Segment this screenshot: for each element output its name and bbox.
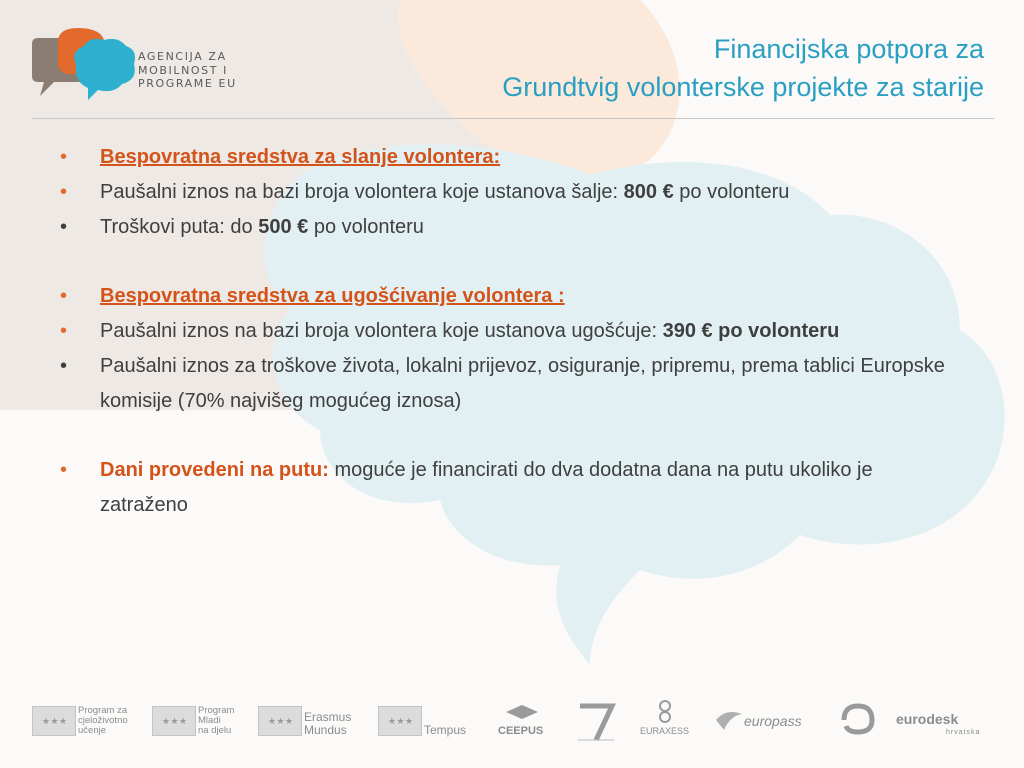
sending-lump-text: Paušalni iznos na bazi broja volontera koje ustanova šalje: (100, 181, 624, 203)
hosting-lump-text: Paušalni iznos na bazi broja volontera koje ustanova ugošćuje: (100, 320, 663, 342)
eu-flag-icon: ★ ★ ★ (258, 706, 302, 736)
list-item (60, 279, 960, 314)
euraxess-logo-text: EURAXESS (640, 726, 690, 736)
bullet-icon: • (60, 320, 68, 342)
spacer (60, 419, 960, 453)
logo-line: AGENCIJA ZA (138, 50, 227, 63)
spacer (60, 245, 960, 279)
list-item (60, 314, 960, 349)
agency-logo-icon (28, 24, 138, 104)
llp-logo-text: Program za cjeloživotno učenje (78, 705, 128, 736)
footer-logos (0, 692, 1024, 752)
bullet-icon: • (60, 216, 68, 238)
title-line-2: Grundtvig volonterske projekte za starije (502, 72, 984, 102)
list-item (60, 349, 960, 419)
eu-flag-icon: ★ ★ ★ (378, 706, 422, 736)
eurodesk-badge-icon (840, 702, 876, 736)
youth-logo-text: Program Mladi na djelu (198, 705, 235, 736)
list-item (60, 175, 960, 210)
eu-flag-icon: ★ ★ ★ (32, 706, 76, 736)
travel-suffix: po volonteru (308, 216, 424, 238)
eurodesk-subtitle: hrvatska (946, 729, 981, 736)
bullet-list (60, 140, 960, 523)
bullet-icon: • (60, 146, 68, 168)
logo-line: MOBILNOST I (138, 63, 228, 77)
list-item (60, 210, 960, 245)
hosting-lump-amount: 390 € po volonteru (662, 320, 840, 342)
bullet-icon: • (60, 459, 68, 481)
eurodesk-logo-text: eurodesk (896, 711, 959, 727)
travel-days-label: Dani provedeni na putu: (100, 459, 329, 481)
sending-grants-heading: Bespovratna sredstva za slanje volontera: (100, 146, 501, 168)
travel-amount: 500 € (258, 216, 309, 238)
fp7-logo-icon (574, 700, 618, 744)
logo-line: PROGRAME EU (138, 77, 237, 90)
ceepus-cap-icon (504, 702, 540, 722)
hosting-grants-heading: Bespovratna sredstva za ugošćivanje volontera : (100, 285, 565, 307)
bullet-icon: • (60, 181, 68, 203)
list-item (60, 453, 960, 523)
sending-lump-amount: 800 € (623, 181, 674, 203)
eu-flag-icon: ★ ★ ★ (152, 706, 196, 736)
bullet-icon: • (60, 355, 68, 377)
list-item (60, 140, 960, 175)
sending-lump-suffix: po volonteru (673, 181, 790, 203)
travel-prefix: Troškovi puta: do (100, 216, 259, 238)
erasmus-logo-text: Erasmus Mundus (304, 710, 352, 737)
europass-swoosh-icon (714, 706, 744, 732)
agency-logo-text (138, 50, 237, 91)
bullet-icon: • (60, 285, 68, 307)
europass-logo-text: europass (744, 713, 802, 729)
euraxess-logo-icon (650, 698, 680, 724)
slide-title (502, 30, 984, 106)
ceepus-logo-text: CEEPUS (498, 725, 544, 737)
tempus-logo-text: Tempus (424, 723, 467, 737)
travel-days-text: moguće je financirati do dva dodatna dana na putu ukoliko je zatraženo (100, 459, 873, 516)
living-costs-text: Paušalni iznos za troškove života, lokalni prijevoz, osiguranje, pripremu, prema tablici Europske komisije (70% najvišeg mogućeg iznosa) (100, 355, 945, 412)
title-divider (32, 118, 994, 119)
title-line-1: Financijska potpora za (713, 34, 984, 64)
